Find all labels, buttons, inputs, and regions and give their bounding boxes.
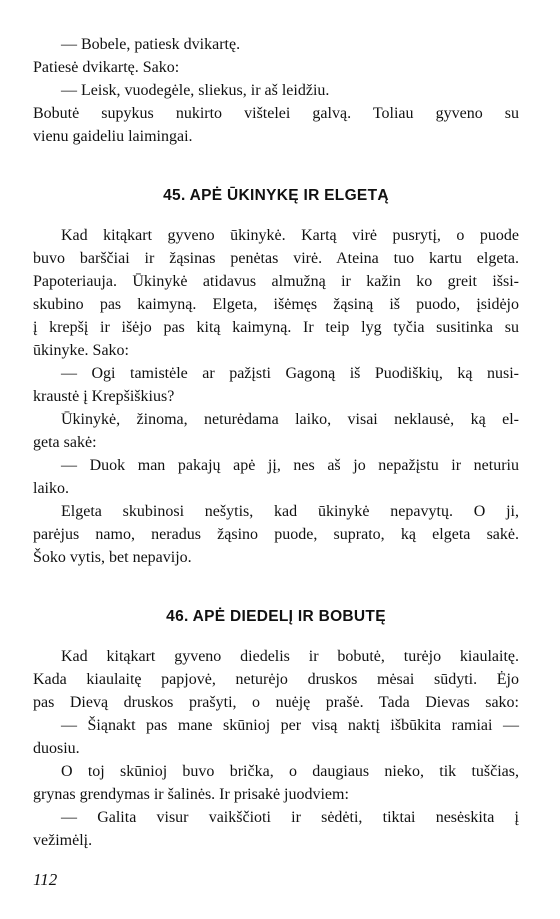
page-number: 112 bbox=[33, 870, 58, 889]
text-line: Kad kitąkart gyveno diedelis ir bobutė, turėjo kiaulaitę. bbox=[61, 648, 519, 665]
text-line: geta sakė: bbox=[33, 434, 97, 451]
section-45-text bbox=[33, 224, 519, 569]
section-heading-46: 46. APĖ DIEDELĮ IR BOBUTĘ bbox=[166, 608, 386, 625]
text-line: parėjus namo, neradus žąsino puode, suprato, ką elgeta sakė. bbox=[33, 526, 519, 543]
text-line: Patiesė dvikartę. Sako: bbox=[33, 59, 180, 76]
text-line: grynas grendymas ir šalinės. Ir prisakė juodviem: bbox=[33, 786, 349, 803]
section-46-text bbox=[33, 645, 519, 852]
text-line: Bobutė supykus nukirto vištelei galvą. Toliau gyveno su bbox=[33, 105, 519, 122]
text-line: duosiu. bbox=[33, 740, 80, 757]
text-line: buvo barščiai ir žąsinas penėtas virė. Ateina tuo kartu elgeta. bbox=[33, 250, 519, 267]
text-line: į krepšį ir išėjo pas kitą kaimyną. Ir teip lyg tyčia susitinka su bbox=[33, 319, 519, 336]
text-line: ūkinyke. Sako: bbox=[33, 342, 129, 359]
page-body bbox=[33, 33, 519, 852]
text-line: vienu gaideliu laimingai. bbox=[33, 128, 193, 145]
text-line: Ūkinykė, žinoma, neturėdama laiko, visai neklausė, ką el- bbox=[61, 411, 519, 428]
text-line: skubino pas kaimyną. Elgeta, išėmęs žąsiną iš puodo, įsidėjo bbox=[33, 296, 519, 313]
text-line: — Bobele, patiesk dvikartę. bbox=[61, 36, 241, 53]
text-line: — Galita visur vaikščioti ir sėdėti, tiktai nesėskita į bbox=[61, 809, 519, 826]
text-line: vežimėlį. bbox=[33, 832, 93, 849]
text-line: Elgeta skubinosi nešytis, kad ūkinykė nepavytų. O ji, bbox=[61, 503, 519, 520]
text-line: O toj skūnioj buvo brička, o daugiaus nieko, tik tuščias, bbox=[61, 763, 519, 780]
text-line: kraustė į Krepšiškius? bbox=[33, 388, 175, 405]
section-heading-45: 45. APĖ ŪKINYKĘ IR ELGETĄ bbox=[163, 187, 389, 204]
text-line: — Duok man pakajų apė jį, nes aš jo nepažįstu ir neturiu bbox=[61, 457, 519, 474]
text-line: Papoteriauja. Ūkinykė atidavus almužną ir kažin ko greit išsi- bbox=[33, 273, 519, 290]
text-line: Šoko vytis, bet nepavijo. bbox=[33, 549, 192, 566]
text-line: Kada kiaulaitę papjovė, neturėjo druskos mėsai sūdyti. Ėjo bbox=[33, 671, 519, 688]
text-line: laiko. bbox=[33, 480, 69, 497]
text-line: pas Dievą druskos prašyti, o nuėję prašė. Tada Dievas sako: bbox=[33, 694, 519, 711]
intro-text bbox=[33, 33, 519, 148]
text-line: Kad kitąkart gyveno ūkinykė. Kartą virė pusrytį, o puode bbox=[61, 227, 519, 244]
text-line: — Ogi tamistėle ar pažįsti Gagoną iš Puodiškių, ką nusi- bbox=[61, 365, 519, 382]
text-line: — Šiąnakt pas mane skūnioj per visą naktį išbūkita ramiai — bbox=[61, 717, 519, 734]
text-line: — Leisk, vuodegėle, sliekus, ir aš leidžiu. bbox=[61, 82, 330, 99]
